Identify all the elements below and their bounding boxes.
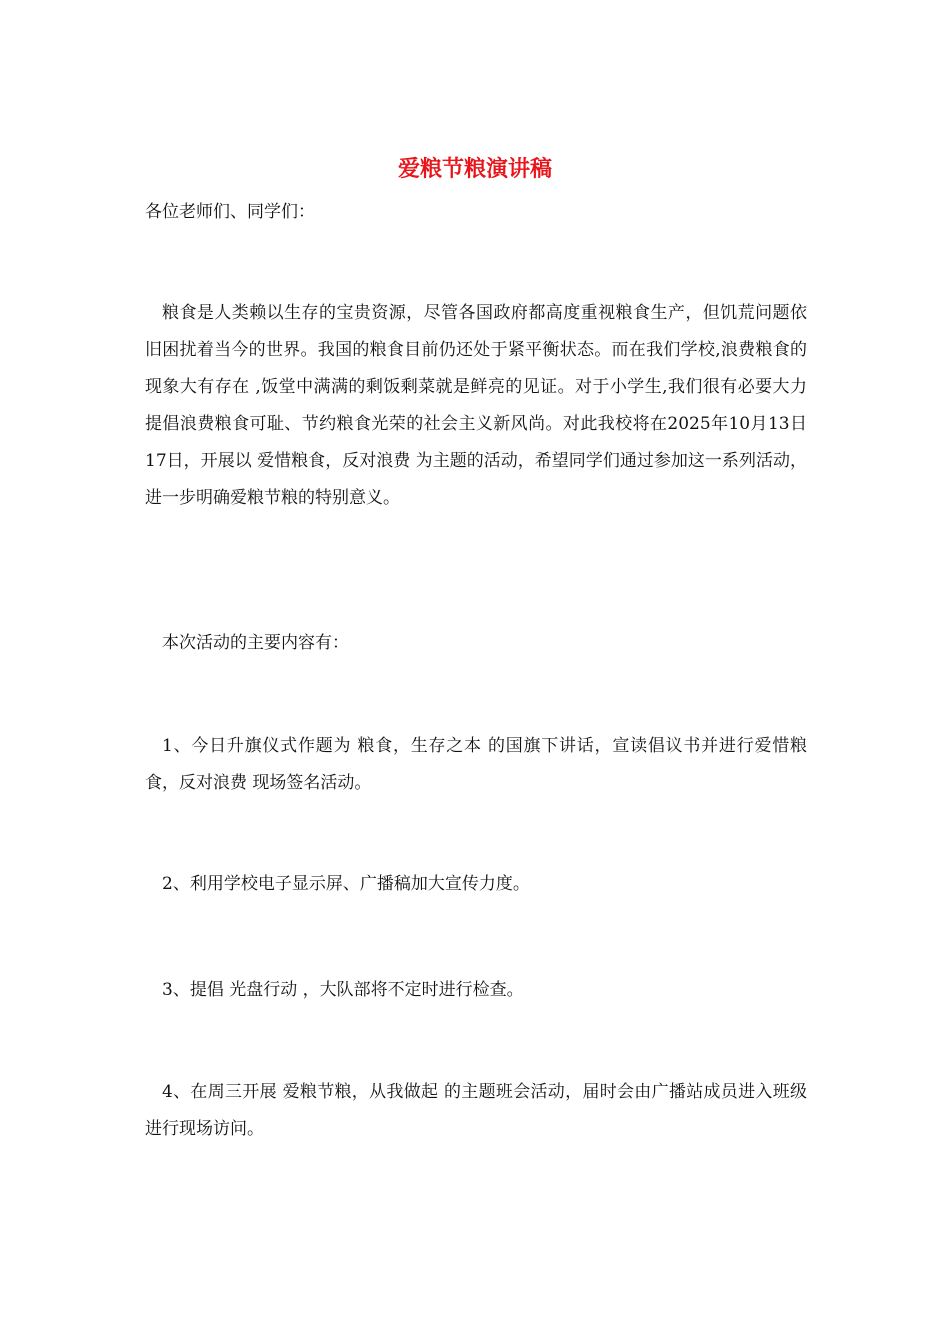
activity-item-3: 3、提倡 光盘行动 ，大队部将不定时进行检查。 xyxy=(162,980,524,1000)
salutation: 各位老师们、同学们： xyxy=(145,202,315,222)
intro-paragraph: 粮食是人类赖以生存的宝贵资源，尽管各国政府都高度重视粮食生产，但饥荒问题依旧困扰着当今的世界。我国的粮食目前仍还处于紧平衡状态。而在我们学校,浪费粮食的现象大有存在 ,饭堂中满满的剩饭剩菜就是鲜亮的见证。对于小学生,我们很有必要大力提倡浪费粮食可耻、节约粮食光荣的社会主义新风尚。对此我校将在2025年10月13日 17日，开展以 爱惜粮食，反对浪费 为主题的活动，希望同学们通过参加这一系列活动，进一步明确爱粮节粮的特别意义。 xyxy=(145,303,807,508)
activity-item-4: 4、在周三开展 爱粮节粮，从我做起 的主题班会活动，届时会由广播站成员进入班级进行现场访问。 xyxy=(145,1082,807,1139)
activity-list-heading: 本次活动的主要内容有： xyxy=(162,633,349,653)
activity-item-1: 1、今日升旗仪式作题为 粮食，生存之本 的国旗下讲话，宣读倡议书并进行爱惜粮食，反对浪费 现场签名活动。 xyxy=(145,736,807,793)
activity-item-2: 2、利用学校电子显示屏、广播稿加大宣传力度。 xyxy=(162,874,530,894)
document-title: 爱粮节粮演讲稿 xyxy=(397,156,552,182)
